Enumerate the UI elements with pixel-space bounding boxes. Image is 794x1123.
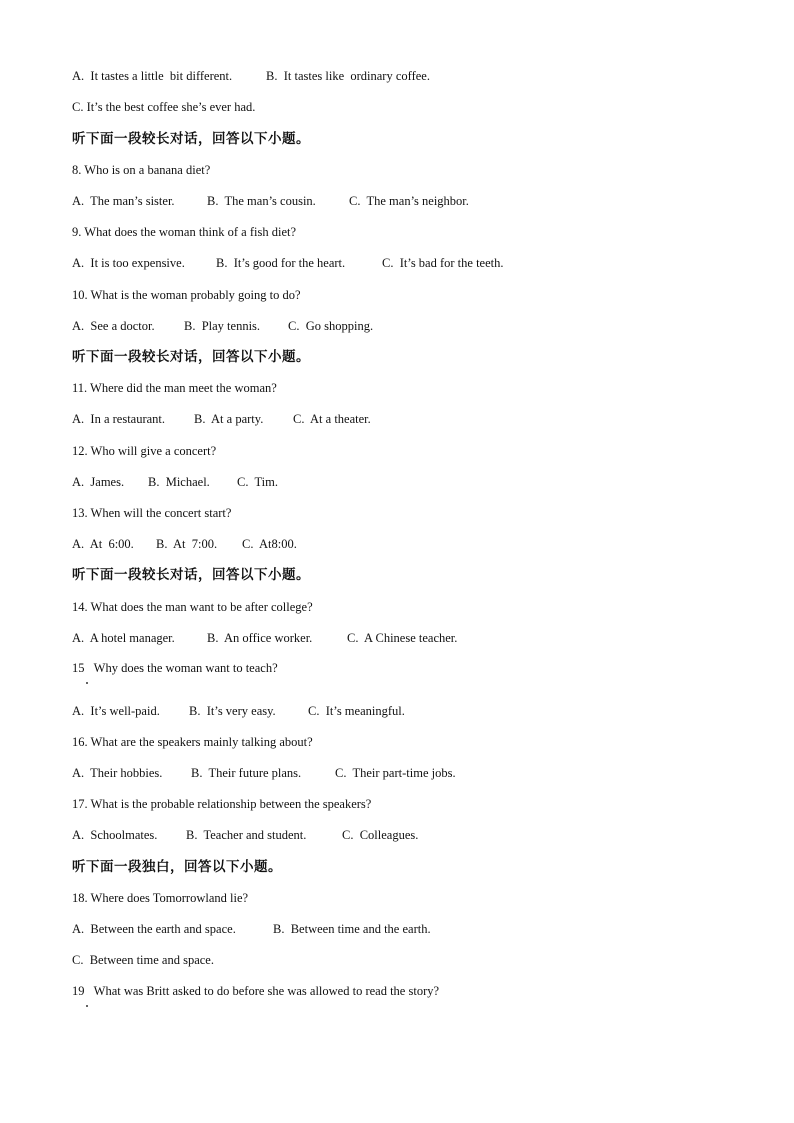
q11-option-b: B. At a party. xyxy=(194,412,264,426)
q19-question: 19 What was Britt asked to do before she was allowed to read the story? xyxy=(72,984,440,998)
q8-question: 8. Who is on a banana diet? xyxy=(72,163,211,177)
q18-option-b: B. Between time and the earth. xyxy=(273,922,431,936)
q17-option-b: B. Teacher and student. xyxy=(186,828,307,842)
q16-option-b: B. Their future plans. xyxy=(191,766,302,780)
q12-option-c: C. Tim. xyxy=(237,475,279,489)
q8-option-b: B. The man’s cousin. xyxy=(207,194,316,208)
q8-option-a: A. The man’s sister. xyxy=(72,194,175,208)
q9-option-a: A. It is too expensive. xyxy=(72,256,185,270)
q13-option-a: A. At 6:00. xyxy=(72,537,134,551)
q12-question: 12. Who will give a concert? xyxy=(72,444,217,458)
q7-option-b: B. It tastes like ordinary coffee. xyxy=(266,69,430,83)
q14-option-c: C. A Chinese teacher. xyxy=(347,631,458,645)
q14-option-a: A. A hotel manager. xyxy=(72,631,175,645)
q14-question: 14. What does the man want to be after college? xyxy=(72,600,313,614)
stray-mark xyxy=(86,682,88,684)
q8-option-c: C. The man’s neighbor. xyxy=(349,194,469,208)
stray-mark xyxy=(86,1005,88,1007)
q17-option-a: A. Schoolmates. xyxy=(72,828,158,842)
q9-option-c: C. It’s bad for the teeth. xyxy=(382,256,504,270)
q16-option-a: A. Their hobbies. xyxy=(72,766,163,780)
q14-option-b: B. An office worker. xyxy=(207,631,313,645)
q18-option-c: C. Between time and space. xyxy=(72,953,214,967)
q10-option-b: B. Play tennis. xyxy=(184,319,261,333)
q12-option-a: A. James. xyxy=(72,475,125,489)
q15-option-c: C. It’s meaningful. xyxy=(308,704,405,718)
section-heading: 听下面一段独白，回答以下小题。 xyxy=(72,859,282,875)
q12-option-b: B. Michael. xyxy=(148,475,210,489)
q10-option-a: A. See a doctor. xyxy=(72,319,155,333)
section-heading: 听下面一段较长对话，回答以下小题。 xyxy=(72,567,310,583)
q11-question: 11. Where did the man meet the woman? xyxy=(72,381,277,395)
q9-question: 9. What does the woman think of a fish diet? xyxy=(72,225,297,239)
section-heading: 听下面一段较长对话，回答以下小题。 xyxy=(72,349,310,365)
q11-option-c: C. At a theater. xyxy=(293,412,371,426)
q18-option-a: A. Between the earth and space. xyxy=(72,922,236,936)
q7-option-a: A. It tastes a little bit different. xyxy=(72,69,233,83)
q10-question: 10. What is the woman probably going to do? xyxy=(72,288,301,302)
q10-option-c: C. Go shopping. xyxy=(288,319,374,333)
q17-question: 17. What is the probable relationship between the speakers? xyxy=(72,797,372,811)
section-heading: 听下面一段较长对话，回答以下小题。 xyxy=(72,131,310,147)
q16-option-c: C. Their part-time jobs. xyxy=(335,766,456,780)
q15-option-a: A. It’s well-paid. xyxy=(72,704,160,718)
q15-option-b: B. It’s very easy. xyxy=(189,704,276,718)
q7-option-c: C. It’s the best coffee she’s ever had. xyxy=(72,100,256,114)
q15-question: 15 Why does the woman want to teach? xyxy=(72,661,278,675)
q11-option-a: A. In a restaurant. xyxy=(72,412,166,426)
q16-question: 16. What are the speakers mainly talking about? xyxy=(72,735,313,749)
q13-question: 13. When will the concert start? xyxy=(72,506,232,520)
q13-option-b: B. At 7:00. xyxy=(156,537,218,551)
q18-question: 18. Where does Tomorrowland lie? xyxy=(72,891,249,905)
q17-option-c: C. Colleagues. xyxy=(342,828,419,842)
q13-option-c: C. At8:00. xyxy=(242,537,297,551)
q9-option-b: B. It’s good for the heart. xyxy=(216,256,346,270)
